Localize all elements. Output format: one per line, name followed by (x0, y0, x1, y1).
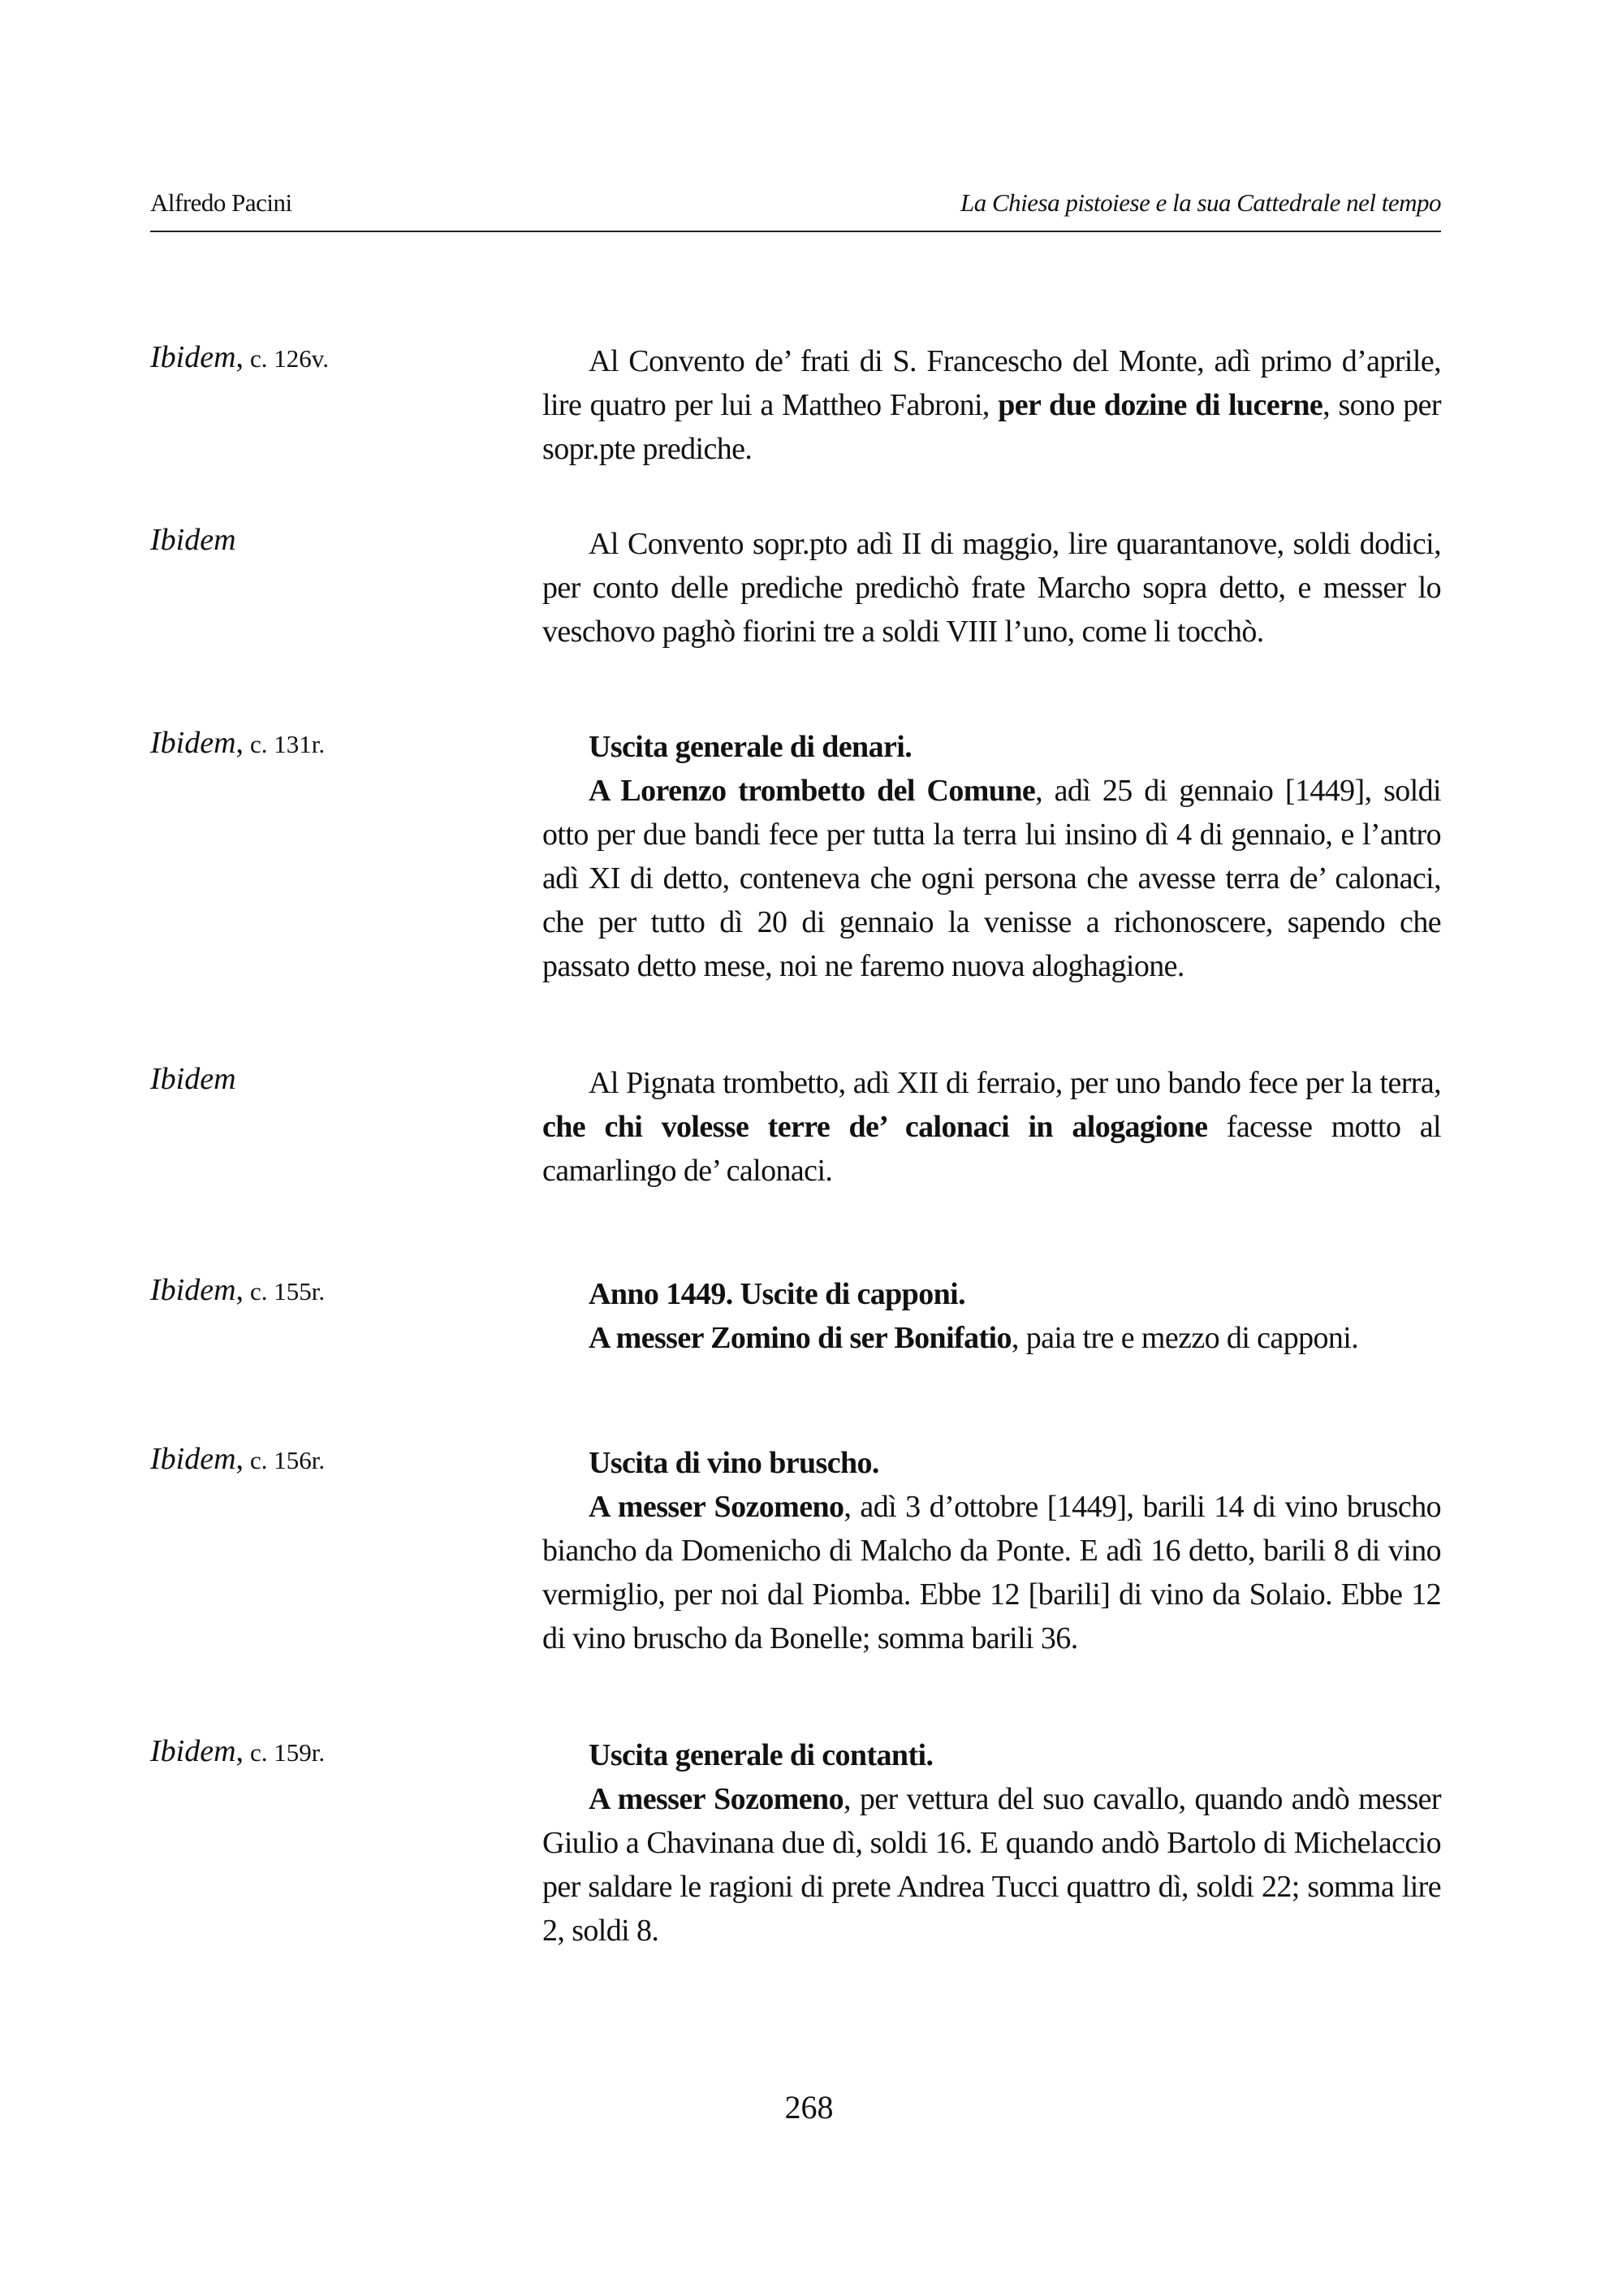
text-run: Al Pignata trombetto, adì XII di ferraio, per uno bando fece per la terra, (589, 1066, 1441, 1100)
entry-reference: Ibidem, c. 156r. (150, 1442, 326, 1476)
ref-folio: c. 159r. (250, 1738, 326, 1767)
text-run: , adì 25 di gennaio [1449], soldi otto per due bandi fece per tutta la terra lui insino dì 4 di gennaio, e l’antro adì XI di detto, conteneva che ogni persona che avesse terra de’ calonaci, che per tutto dì 20 di gennaio la venisse a richonoscere, sapendo che passato detto mese, noi ne faremo nuova aloghagione. (542, 774, 1441, 983)
entry-paragraph (542, 1485, 1441, 1660)
entry-body (542, 1061, 1441, 1193)
entry-heading: Uscita generale di contanti. (589, 1738, 934, 1772)
ref-source: Ibidem (150, 1273, 236, 1307)
entry-paragraph (542, 1316, 1441, 1360)
text-run: , per vettura del suo cavallo, quando andò messer Giulio a Chavinana due dì, soldi 16. E quando andò Bartolo di Michelaccio per saldare le ragioni di prete Andrea Tucci quattro dì, soldi 22; somma lire 2, soldi 8. (542, 1782, 1441, 1948)
header-author: Alfredo Pacini (150, 188, 292, 217)
text-run: , paia tre e mezzo di capponi. (1011, 1321, 1359, 1355)
entry-body (542, 1441, 1441, 1660)
ref-source: Ibidem (150, 340, 236, 374)
bold-run: che chi volesse terre de’ calonaci in alogagione (542, 1110, 1208, 1144)
ref-folio: c. 155r. (250, 1277, 326, 1306)
text-run: , adì 3 d’ottobre [1449], barili 14 di vino bruscho biancho da Domenicho di Malcho da Ponte. E adì 16 detto, barili 8 di vino vermiglio, per noi dal Piomba. Ebbe 12 [barili] di vino da Solaio. Ebbe 12 di vino bruscho da Bonelle; somma barili 36. (542, 1490, 1441, 1655)
text-run: Al Convento sopr.pto adì II di maggio, lire quarantanove, soldi dodici, per conto delle prediche predichò frate Marcho sopra detto, e messer lo veschovo paghò fiorini tre a soldi VIII l’uno, come li tocchò. (542, 527, 1441, 649)
bold-run: A messer Sozomeno (589, 1490, 844, 1524)
ref-folio: c. 156r. (250, 1446, 326, 1474)
entry-body (542, 1272, 1441, 1360)
bold-run: A Lorenzo trombetto del Comune (589, 774, 1036, 808)
entry-paragraph (542, 769, 1441, 988)
ref-source: Ibidem (150, 1734, 236, 1768)
entry-body (542, 522, 1441, 654)
entry-body (542, 725, 1441, 988)
entry-reference: Ibidem, c. 155r. (150, 1273, 326, 1307)
entry-heading: Uscita generale di denari. (589, 730, 913, 764)
text-run: , sono per sopr.pte prediche. (542, 388, 1441, 466)
entry-paragraph (542, 1061, 1441, 1193)
bold-run: per due dozine di lucerne (998, 388, 1323, 422)
entry-heading: Uscita di vino bruscho. (589, 1446, 879, 1480)
ref-source: Ibidem (150, 1062, 236, 1096)
header-title: La Chiesa pistoiese e la sua Cattedrale nel tempo (960, 188, 1441, 217)
ref-source: Ibidem (150, 523, 236, 557)
bold-run: A messer Sozomeno (589, 1782, 844, 1816)
entry-body (542, 1733, 1441, 1953)
entry-paragraph (542, 339, 1441, 471)
bold-run: A messer Zomino di ser Bonifatio (589, 1321, 1012, 1355)
running-header (150, 188, 1441, 234)
entry-reference (150, 522, 236, 558)
text-run: facesse motto al camarlingo de’ calonaci. (542, 1110, 1442, 1188)
entry-reference: Ibidem, c. 126v. (150, 340, 330, 374)
header-rule (150, 231, 1441, 232)
entry-reference (150, 1061, 236, 1097)
ref-folio: c. 131r. (250, 730, 326, 758)
ref-source: Ibidem (150, 1442, 236, 1476)
entry-paragraph (542, 1777, 1441, 1953)
entry-paragraph (542, 522, 1441, 654)
ref-folio: c. 126v. (250, 344, 330, 373)
text-run: Al Convento de’ frati di S. Francescho del Monte, adì primo d’aprile, lire quatro per lui a Mattheo Fabroni, (542, 344, 1441, 422)
entry-heading: Anno 1449. Uscite di capponi. (589, 1277, 966, 1311)
entry-reference: Ibidem, c. 131r. (150, 726, 326, 760)
page-number: 268 (784, 2089, 834, 2126)
ref-source: Ibidem (150, 726, 236, 760)
entry-body (542, 339, 1441, 471)
entry-reference: Ibidem, c. 159r. (150, 1734, 326, 1768)
